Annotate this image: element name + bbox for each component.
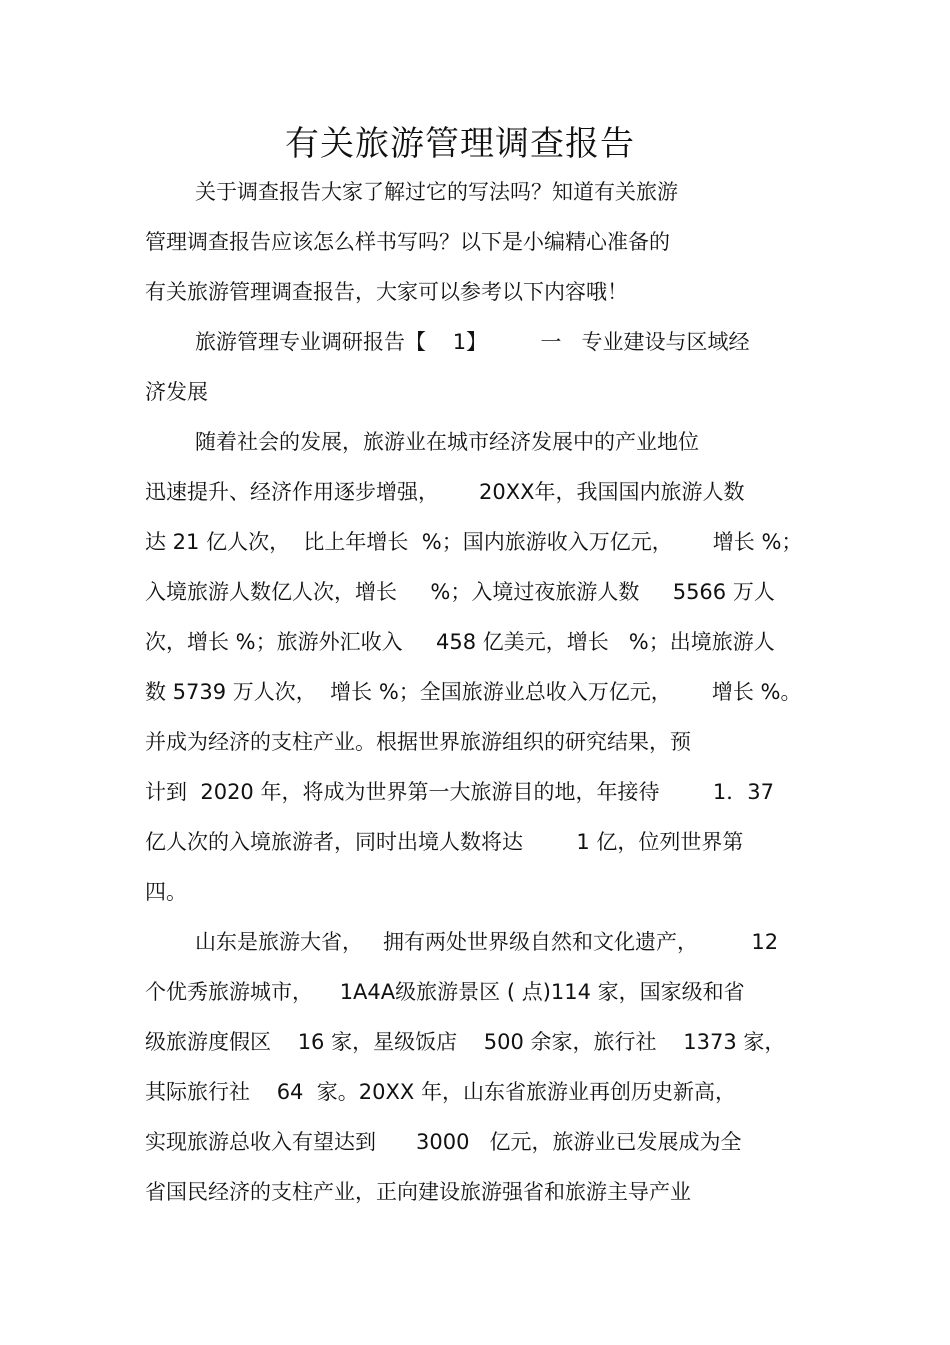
paragraph-line: 数 5739 万人次， 增长 %；全国旅游业总收入万亿元， 增长 %。 xyxy=(145,680,802,704)
paragraph-line: 四。 xyxy=(145,880,187,904)
paragraph-line: 山东是旅游大省， 拥有两处世界级自然和文化遗产， 12 xyxy=(195,930,779,954)
document-title: 有关旅游管理调查报告 xyxy=(285,124,635,164)
intro-line: 有关旅游管理调查报告，大家可以参考以下内容哦！ xyxy=(145,280,628,304)
paragraph-line: 省国民经济的支柱产业，正向建设旅游强省和旅游主导产业 xyxy=(145,1180,691,1204)
section-heading-line: 济发展 xyxy=(145,380,208,404)
paragraph-line: 随着社会的发展，旅游业在城市经济发展中的产业地位 xyxy=(195,430,699,454)
paragraph-line: 并成为经济的支柱产业。根据世界旅游组织的研究结果，预 xyxy=(145,730,691,754)
paragraph-line: 亿人次的入境旅游者，同时出境人数将达 1 亿，位列世界第 xyxy=(145,830,744,854)
intro-line: 关于调查报告大家了解过它的写法吗？知道有关旅游 xyxy=(195,180,678,204)
paragraph-line: 达 21 亿人次， 比上年增长 %；国内旅游收入万亿元， 增长 %； xyxy=(145,530,803,554)
paragraph-line: 个优秀旅游城市， 1A4A级旅游景区 ( 点)114 家，国家级和省 xyxy=(145,980,745,1004)
intro-line: 管理调查报告应该怎么样书写吗？以下是小编精心准备的 xyxy=(145,230,670,254)
paragraph-line: 级旅游度假区 16 家，星级饭店 500 余家，旅行社 1373 家， xyxy=(145,1030,786,1054)
paragraph-line: 次，增长 %；旅游外汇收入 458 亿美元，增长 %；出境旅游人 xyxy=(145,630,775,654)
paragraph-line: 迅速提升、经济作用逐步增强， 20XX年，我国国内旅游人数 xyxy=(145,480,745,504)
paragraph-line: 实现旅游总收入有望达到 3000 亿元，旅游业已发展成为全 xyxy=(145,1130,742,1154)
paragraph-line: 入境旅游人数亿人次，增长 %；入境过夜旅游人数 5566 万人 xyxy=(145,580,775,604)
paragraph-line: 其际旅行社 64 家。20XX 年，山东省旅游业再创历史新高， xyxy=(145,1080,736,1104)
paragraph-line: 计到 2020 年，将成为世界第一大旅游目的地，年接待 1．37 xyxy=(145,780,774,804)
section-heading-line: 旅游管理专业调研报告【 1】 一 专业建设与区域经 xyxy=(195,330,750,354)
